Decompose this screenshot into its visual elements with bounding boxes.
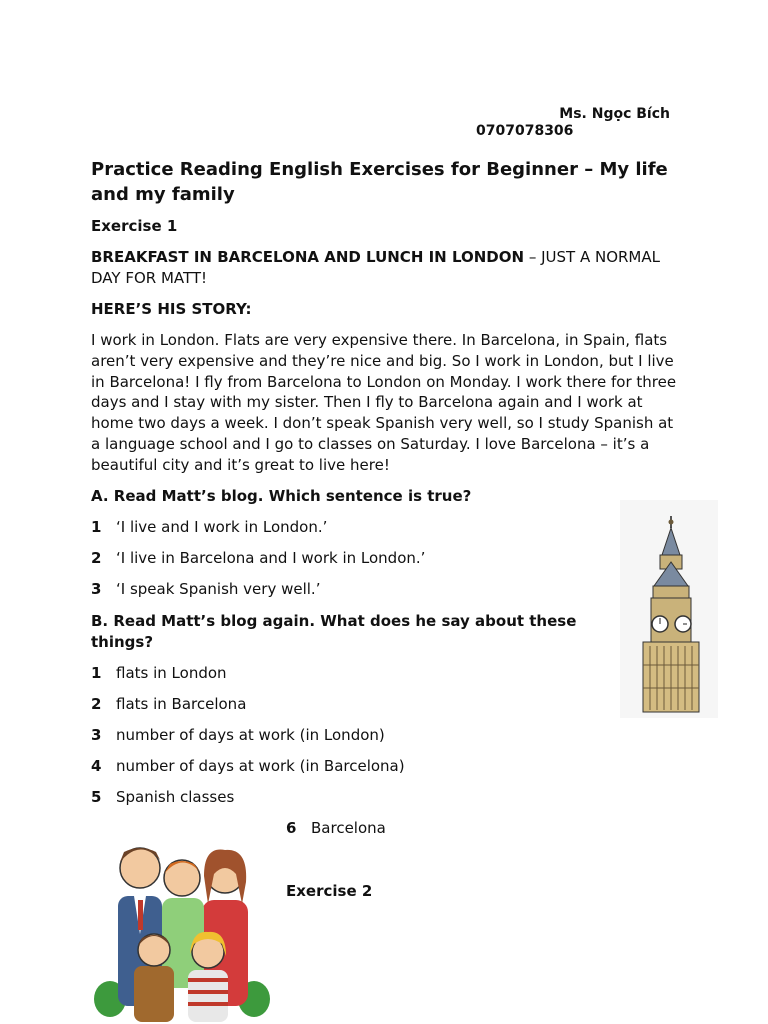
story-label: HERE’S HIS STORY:	[91, 300, 252, 318]
author-name: Ms. Ngọc Bích	[559, 106, 670, 122]
option-number: 2	[91, 549, 102, 567]
item-number: 6	[286, 819, 297, 837]
item-text: Barcelona	[311, 819, 386, 837]
story-paragraph: I work in London. Flats are very expensive there. In Barcelona, in Spain, flats aren’t very expensive and they’re nice and big. So I work in London, but I live in Barcelona! I fly from Barcelona to London on Monday. I work there for three days and I stay with my sister. Then I fly to Barcelona again and I work at home two days a week. I don’t speak Spanish very well, so I study Spanish at a language school and I go to classes on Saturday. I love Barcelona – it’s a beautiful city and it’s great to live here!	[91, 331, 677, 474]
item-b-4	[91, 756, 405, 777]
option-a-3	[91, 579, 320, 600]
item-number: 1	[91, 664, 102, 682]
item-number: 3	[91, 726, 102, 744]
option-number: 1	[91, 518, 102, 536]
option-text: ‘I speak Spanish very well.’	[116, 580, 321, 598]
question-b: B. Read Matt’s blog again. What does he say about these things?	[91, 612, 577, 651]
option-text: ‘I live and I work in London.’	[116, 518, 328, 536]
big-ben-illustration	[620, 500, 718, 718]
exercise-2-label: Exercise 2	[286, 882, 373, 900]
author-block	[476, 106, 670, 140]
story-headline-bold: BREAKFAST IN BARCELONA AND LUNCH IN LONDON	[91, 248, 525, 266]
question-a: A. Read Matt’s blog. Which sentence is true?	[91, 487, 472, 505]
option-a-1	[91, 517, 327, 538]
item-b-1	[91, 663, 227, 684]
item-number: 5	[91, 788, 102, 806]
item-b-5	[91, 787, 234, 808]
page-title: Practice Reading English Exercises for Beginner – My life and my family	[91, 159, 668, 205]
item-text: number of days at work (in Barcelona)	[116, 757, 405, 775]
item-text: flats in London	[116, 664, 227, 682]
item-b-2	[91, 694, 246, 715]
item-number: 2	[91, 695, 102, 713]
option-text: ‘I live in Barcelona and I work in London.’	[116, 549, 426, 567]
option-number: 3	[91, 580, 102, 598]
option-a-2	[91, 548, 425, 569]
story-headline	[91, 247, 681, 289]
exercise-1-label: Exercise 1	[91, 217, 178, 235]
story-headline-rest: – JUST A NORMAL DAY FOR MATT!	[91, 248, 660, 287]
item-b-6	[286, 818, 386, 839]
author-phone: 0707078306	[476, 123, 574, 139]
item-b-3	[91, 725, 385, 746]
item-text: flats in Barcelona	[116, 695, 247, 713]
item-text: Spanish classes	[116, 788, 235, 806]
item-number: 4	[91, 757, 102, 775]
item-text: number of days at work (in London)	[116, 726, 385, 744]
family-illustration	[90, 834, 274, 1024]
